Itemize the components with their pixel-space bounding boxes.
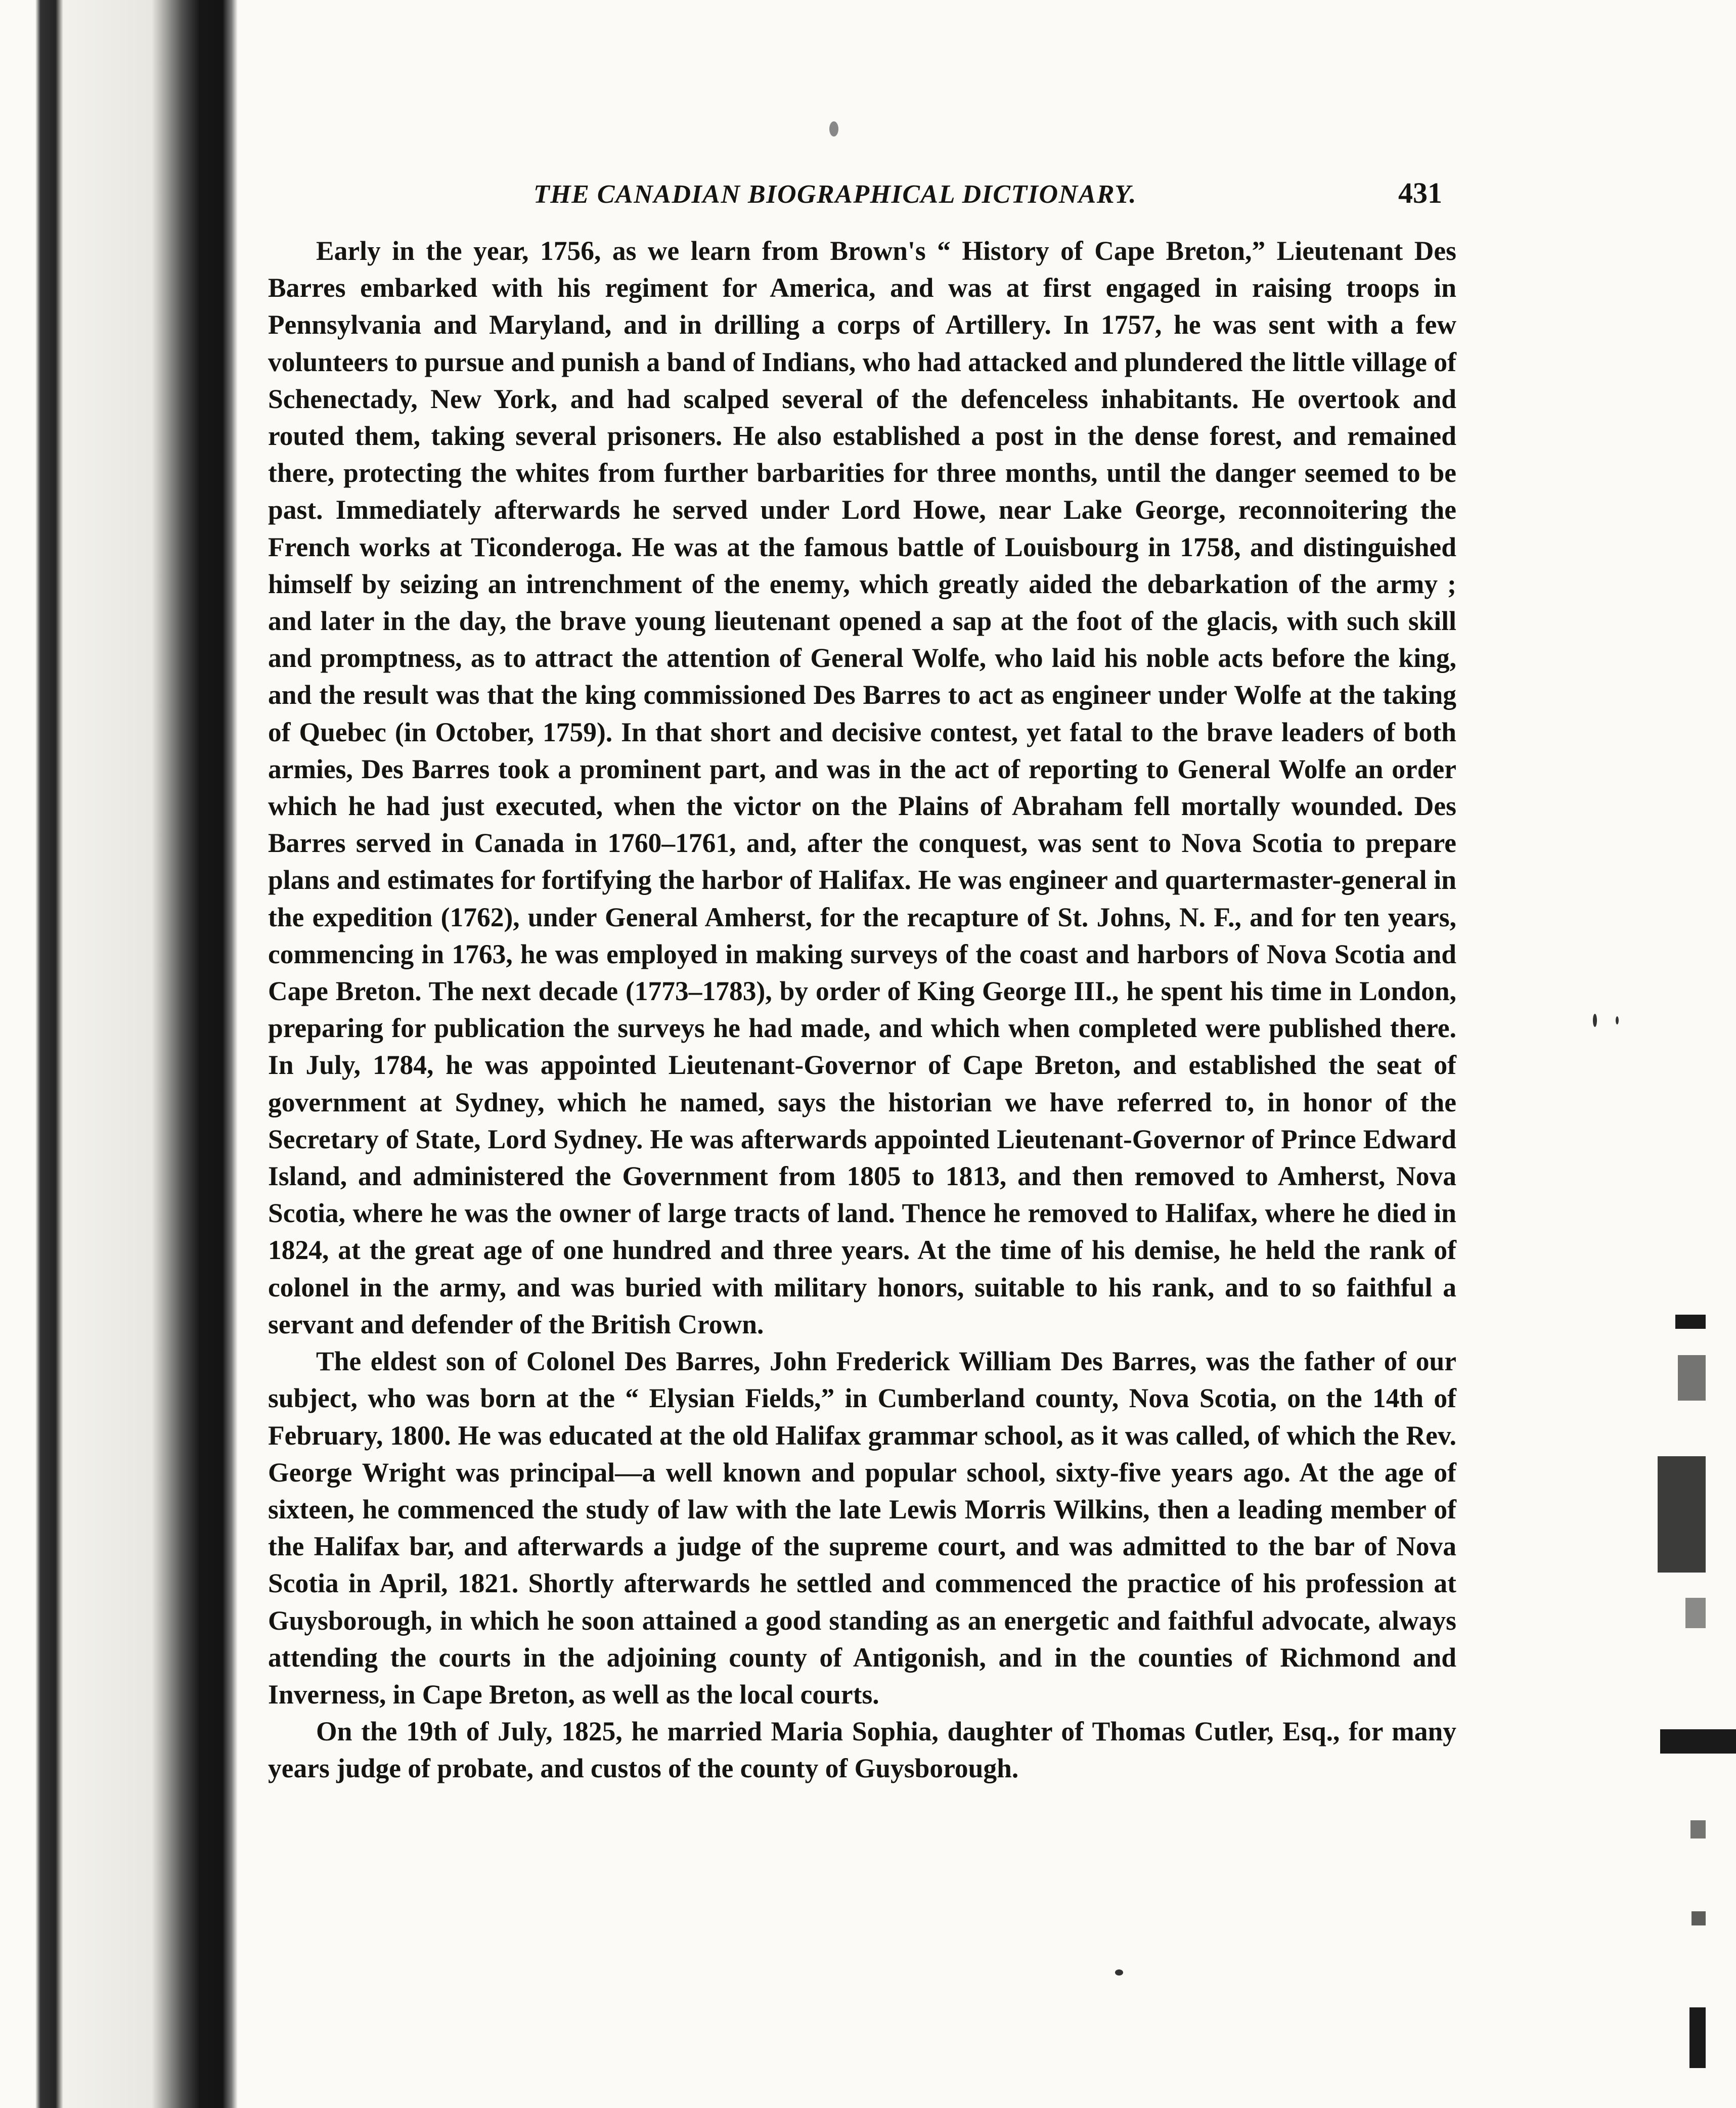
scan-mark [1658, 1456, 1706, 1573]
scan-speck [1115, 1969, 1123, 1976]
binding-shadow [0, 0, 238, 2108]
body-text [268, 233, 1456, 1787]
scan-mark [1689, 2007, 1706, 2068]
page-number: 431 [1398, 176, 1442, 209]
scan-speck [1593, 1014, 1597, 1027]
scan-speck [1616, 1016, 1619, 1024]
paragraph: The eldest son of Colonel Des Barres, John Frederick William Des Barres, was the father of our subject, who was born at the “ Elysian Fields,” in Cumberland county, Nova Scotia, on the 14th of February, 1800. He was educated at the old Halifax grammar school, as it was called, of which the Rev. George Wright was principal—a well known and popular school, sixty-five years ago. At the age of sixteen, he commenced the study of law with the late Lewis Morris Wilkins, then a leading member of the Halifax bar, and afterwards a judge of the supreme court, and was admitted to the bar of Nova Scotia in April, 1821. Shortly afterwards he settled and commenced the practice of his profession at Guysborough, in which he soon attained a good standing as an energetic and faithful advocate, always attending the courts in the adjoining county of Antigonish, and in the counties of Richmond and Inverness, in Cape Breton, as well as the local courts. [268, 1346, 1456, 1710]
scan-mark [1675, 1315, 1706, 1329]
scan-mark [1660, 1729, 1736, 1754]
scan-mark [1690, 1820, 1706, 1838]
paragraph: On the 19th of July, 1825, he married Maria Sophia, daughter of Thomas Cutler, Esq., for many years judge of probate, and custos of the county of Guysborough. [268, 1716, 1456, 1784]
scan-mark [1678, 1355, 1706, 1401]
scan-mark [1692, 1911, 1706, 1925]
scan-mark [1685, 1598, 1706, 1628]
running-title: THE CANADIAN BIOGRAPHICAL DICTIONARY. [533, 180, 1137, 209]
scan-artifacts [1625, 1315, 1736, 2073]
scan-speck [829, 121, 838, 137]
paragraph: Early in the year, 1756, as we learn from Brown's “ History of Cape Breton,” Lieutenant Des Barres embarked with his regiment for America, and was at first engaged in raising troops in Pennsylvania and Maryland, and in drilling a corps of Artillery. In 1757, he was sent with a few volunteers to pursue and punish a band of Indians, who had attacked and plundered the little village of Schenectady, New York, and had scalped several of the defenceless inhabitants. He overtook and routed them, taking several prisoners. He also established a post in the dense forest, and remained there, protecting the whites from further barbarities for three months, until the danger seemed to be past. Immediately afterwards he served under Lord Howe, near Lake George, reconnoitering the French works at Ticonderoga. He was at the famous battle of Louisbourg in 1758, and distinguished himself by seizing an intrenchment of the enemy, which greatly aided the debarkation of the army ; and later in the day, the brave young lieutenant opened a sap at the foot of the glacis, with such skill and promptness, as to attract the attention of General Wolfe, who laid his noble acts before the king, and the result was that the king commissioned Des Barres to act as engineer under Wolfe at the taking of Quebec (in October, 1759). In that short and decisive contest, yet fatal to the brave leaders of both armies, Des Barres took a prominent part, and was in the act of reporting to General Wolfe an order which he had just executed, when the victor on the Plains of Abraham fell mortally wounded. Des Barres served in Canada in 1760–1761, and, after the conquest, was sent to Nova Scotia to prepare plans and estimates for fortifying the harbor of Halifax. He was engineer and quartermaster-general in the expedition (1762), under General Amherst, for the recapture of St. Johns, N. F., and for ten years, commencing in 1763, he was employed in making surveys of the coast and harbors of Nova Scotia and Cape Breton. The next decade (1773–1783), by order of King George III., he spent his time in London, preparing for publication the surveys he had made, and which when completed were published there. In July, 1784, he was appointed Lieutenant-Governor of Cape Breton, and established the seat of government at Sydney, which he named, says the historian we have referred to, in honor of the Secretary of State, Lord Sydney. He was afterwards appointed Lieutenant-Governor of Prince Edward Island, and administered the Government from 1805 to 1813, and then removed to Amherst, Nova Scotia, where he was the owner of large tracts of land. Thence he removed to Halifax, where he died in 1824, at the great age of one hundred and three years. At the time of his demise, he held the rank of colonel in the army, and was buried with military honors, suitable to his rank, and to so faithful a servant and defender of the British Crown. [268, 236, 1456, 1339]
